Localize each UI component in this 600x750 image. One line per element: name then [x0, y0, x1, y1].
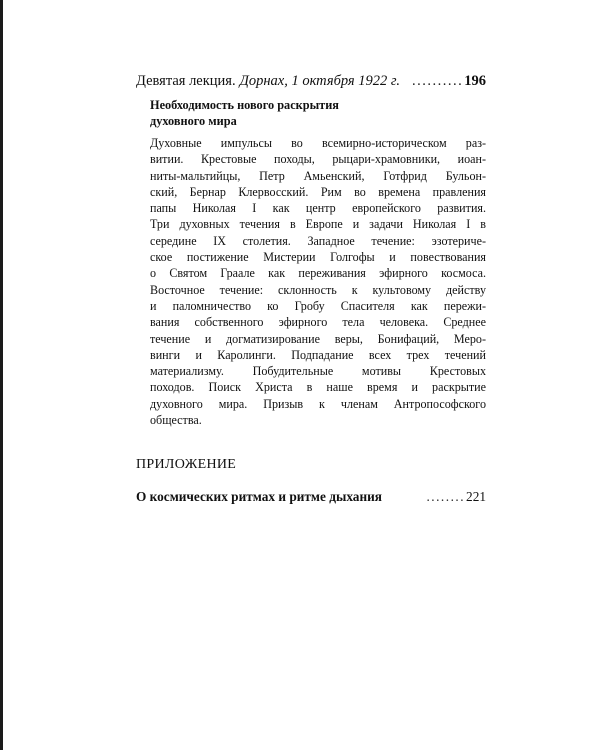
appendix-page-number: 221: [466, 489, 486, 505]
lecture-title: Девятая лекция.: [136, 73, 236, 89]
toc-page: [136, 72, 486, 506]
lecture-subtitle: [150, 97, 390, 129]
summary-line: о Святом Граале как переживания эфирного космоса.: [150, 266, 486, 281]
summary-line: вания собственного эфирного тела человека. Среднее: [150, 315, 486, 330]
summary-line: ниты-мальтийцы, Петр Амьенский, Готфрид Бульон-: [150, 168, 486, 183]
summary-line: ское постижение Мистерии Голгофы и повествования: [150, 250, 486, 265]
leader-dots: ..........: [412, 73, 464, 89]
summary-line: духовного мира. Призыв к членам Антропософского: [150, 396, 486, 411]
lecture-summary: [150, 135, 486, 428]
summary-line: общества.: [150, 413, 202, 428]
summary-line: и паломничество ко Гробу Спасителя как пережи-: [150, 298, 486, 313]
summary-line: течение и догматизирование веры, Бонифаций, Меро-: [150, 331, 486, 346]
summary-line: материализму. Побудительные мотивы Крестовых: [150, 364, 486, 379]
summary-line: Три духовных течения в Европе и задачи Николая I в: [150, 217, 486, 232]
summary-line: Восточное течение: склонность к культовому действу: [150, 282, 486, 297]
lecture-place-date: Дорнах, 1 октября 1922 г.: [239, 73, 401, 89]
summary-line: папы Николая I как центр европейского развития.: [150, 201, 486, 216]
scan-left-edge: [0, 0, 3, 750]
summary-line: походов. Поиск Христа в наше время и раскрытие: [150, 380, 486, 395]
summary-line: витии. Крестовые походы, рыцари-храмовники, иоан-: [150, 152, 486, 167]
appendix-entry-title: О космических ритмах и ритме дыхания: [136, 489, 382, 505]
toc-entry-appendix[interactable]: [136, 488, 486, 506]
subtitle-line: Необходимость нового раскрытия: [150, 98, 339, 112]
lecture-page-number: 196: [464, 73, 486, 89]
summary-line: середине IX столетия. Западное течение: эзотериче-: [150, 233, 486, 248]
summary-line: винги и Каролинги. Подпадание всех трех течений: [150, 347, 486, 362]
subtitle-line: духовного мира: [150, 114, 237, 128]
summary-line: Духовные импульсы во всемирно-историческом раз-: [150, 136, 486, 150]
appendix-heading: ПРИЛОЖЕНИЕ: [136, 457, 237, 473]
leader-dots: ........: [426, 489, 466, 505]
toc-entry-lecture-nine[interactable]: [136, 72, 486, 90]
summary-line: ский, Бернар Клервосский. Рим во времена правления: [150, 184, 486, 199]
